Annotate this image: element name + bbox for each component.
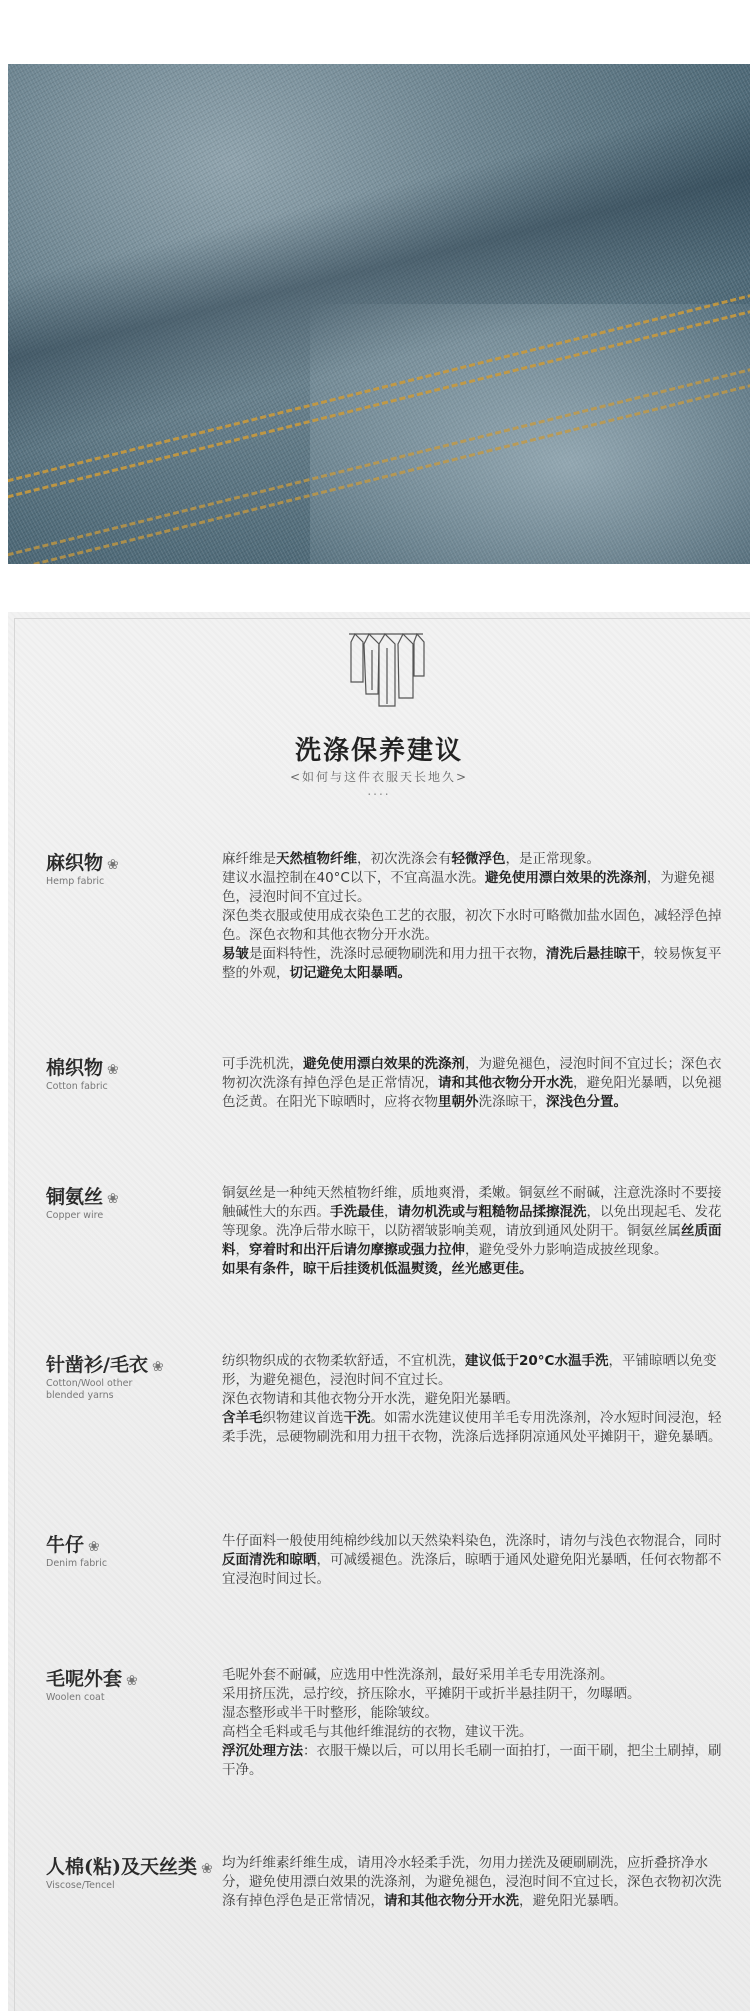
emphasis-text: 如果有条件，晾干后挂烫机低温熨烫，丝光感更佳。 (222, 1261, 533, 1277)
section-paragraph (222, 1409, 734, 1447)
section-english-name: Cotton/Wool other blended yarns (46, 1378, 133, 1401)
section-paragraph (222, 850, 734, 869)
page-title: 洗涤保养建议 (294, 736, 463, 766)
section-paragraph (222, 1352, 734, 1390)
emphasis-text: 深浅色分置。 (546, 1094, 627, 1110)
body-text: ，平铺晾晒以免变形，为避免褪色，浸泡时间不宜过长。 (222, 1353, 717, 1388)
section-body (222, 1055, 734, 1112)
emphasis-text: 避免使用漂白效果的洗涤剂 (303, 1056, 465, 1072)
emphasis-text: 避免使用漂白效果的洗涤剂 (484, 870, 647, 886)
emphasis-text: 丝质面料 (222, 1223, 722, 1258)
body-text: 建议水温控制在40°C以下，不宜高温水洗。 (222, 870, 485, 886)
section-body (222, 1854, 734, 1911)
care-guide-card (8, 612, 750, 2011)
flower-icon: ❀ (88, 1539, 100, 1555)
section-title (46, 1182, 119, 1209)
body-text: 均为纤维素纤维生成，请用冷水轻柔手洗，勿用力搓洗及硬刷刷洗，应折叠挤净水分，避免使用漂白效果的洗涤剂，为避免褪色，浸泡时间不宜过长，深色衣物初次洗涤有掉色浮色是正常情况， (222, 1855, 722, 1909)
section-paragraph (222, 1055, 734, 1112)
body-text: 铜氨丝是一种纯天然植物纤维，质地爽滑，柔嫩。铜氨丝不耐碱，注意洗涤时不要接触碱性大的东西。 (222, 1185, 722, 1220)
flower-icon: ❀ (107, 1191, 119, 1207)
section-title-text: 棉织物 (46, 1057, 104, 1079)
body-text: ，是正常现象。 (505, 851, 600, 867)
body-text: 麻纤维是 (222, 851, 276, 867)
emphasis-text: 含羊毛 (222, 1410, 263, 1426)
emphasis-text: 请勿机洗或与粗糙物品揉擦混洗 (397, 1204, 587, 1220)
section-title (46, 1530, 100, 1557)
section-paragraph (222, 1854, 734, 1911)
section-paragraph (222, 1704, 734, 1723)
section-body (222, 1184, 734, 1279)
body-text: ， (384, 1204, 398, 1220)
body-text: 是面料特性，洗涤时忌硬物刷洗和用力扭干衣物， (249, 946, 546, 962)
emphasis-text: 反面清洗和晾晒 (222, 1552, 317, 1568)
body-text: ，初次洗涤会有 (357, 851, 452, 867)
section-paragraph (222, 1742, 734, 1780)
section-english-name: Woolen coat (46, 1692, 105, 1703)
section-title-text: 麻织物 (46, 852, 104, 874)
section-paragraph (222, 907, 734, 945)
body-text: ：衣服干燥以后，可以用长毛刷一面拍打，一面干刷，把尘土刷掉，刷干净。 (222, 1743, 722, 1778)
denim-photo (8, 64, 750, 564)
section-title-text: 毛呢外套 (46, 1668, 123, 1690)
emphasis-text: 请和其他衣物分开水洗 (384, 1893, 519, 1909)
body-text: ，为避免褪色，浸泡时间不宜过长；深色衣物初次洗涤有掉色浮色是正常情况， (222, 1056, 722, 1091)
emphasis-text: 切记避免太阳暴晒。 (289, 965, 411, 981)
emphasis-text: 轻微浮色 (451, 851, 506, 867)
flower-icon: ❀ (126, 1673, 138, 1689)
emphasis-text: 干洗 (343, 1410, 371, 1426)
section-paragraph (222, 1532, 734, 1589)
section-paragraph (222, 1390, 734, 1409)
body-text: 织物建议首选 (262, 1410, 344, 1426)
body-text: 深色衣物请和其他衣物分开水洗，避免阳光暴晒。 (222, 1391, 519, 1407)
section-paragraph (222, 869, 734, 907)
section-paragraph (222, 1184, 734, 1260)
emphasis-text: 里朝外 (438, 1094, 479, 1110)
section-paragraph (222, 945, 734, 983)
section-title (46, 848, 119, 875)
section-title-text: 针凿衫/毛衣 (46, 1354, 148, 1376)
body-text: 湿态整形或半干时整形，能除皱纹。 (222, 1705, 438, 1721)
section-paragraph (222, 1666, 734, 1685)
section-title (46, 1350, 164, 1377)
emphasis-text: 穿着时和出汗后请勿摩擦或强力拉伸 (249, 1242, 465, 1258)
body-text: ，避免阳光暴晒，以免褪色泛黄。在阳光下晾晒时，应将衣物 (222, 1075, 722, 1110)
section-body (222, 1666, 734, 1780)
body-text: ，以免出现起毛、发花等现象。洗净后带水晾干，以防褶皱影响美观，请放到通风处阴干。铜氨丝属 (222, 1204, 722, 1239)
emphasis-text: 易皱 (222, 946, 249, 962)
emphasis-text: 手洗最佳 (330, 1204, 384, 1220)
title-dots: .... (367, 784, 391, 798)
body-text: 可手洗机洗， (222, 1056, 303, 1072)
section-title-text: 牛仔 (46, 1534, 85, 1556)
section-title-text: 铜氨丝 (46, 1186, 104, 1208)
page-subtitle: <如何与这件衣服天长地久> (289, 770, 469, 784)
emphasis-text: 天然植物纤维 (276, 851, 357, 867)
section-body (222, 1352, 734, 1447)
section-body (222, 850, 734, 983)
flower-icon: ❀ (107, 1062, 119, 1078)
body-text: ，避免阳光暴晒。 (519, 1893, 627, 1909)
section-paragraph (222, 1723, 734, 1742)
body-text: ，避免受外力影响造成披丝现象。 (465, 1242, 668, 1258)
body-text: ，可减缓褪色。洗涤后，晾晒于通风处避免阳光暴晒，任何衣物都不宜浸泡时间过长。 (222, 1552, 722, 1587)
section-title-text: 人棉(粘)及天丝类 (46, 1856, 197, 1878)
section-english-name: Hemp fabric (46, 876, 105, 887)
body-text: 牛仔面料一般使用纯棉纱线加以天然染料染色，洗涤时，请勿与浅色衣物混合，同时 (222, 1533, 722, 1549)
flower-icon: ❀ (107, 857, 119, 873)
body-text: 洗涤晾干， (478, 1094, 546, 1110)
section-title (46, 1852, 213, 1879)
body-text: 采用挤压洗，忌拧绞，挤压除水，平摊阴干或折半悬挂阴干，勿曝晒。 (222, 1686, 641, 1702)
body-text: ，为避免褪色，浸泡时间不宜过长。 (222, 870, 715, 905)
section-paragraph (222, 1260, 734, 1279)
clothes-rack-icon (341, 624, 431, 710)
body-text: 深色类衣服或使用成衣染色工艺的衣服，初次下水时可略微加盐水固色，减轻浮色掉色。深色衣物和其他衣物分开水洗。 (222, 908, 722, 943)
section-title (46, 1053, 119, 1080)
flower-icon: ❀ (200, 1861, 213, 1877)
emphasis-text: 清洗后悬挂晾干 (546, 946, 641, 962)
body-text: ， (235, 1242, 249, 1258)
emphasis-text: 建议低于20°C水温手洗 (465, 1353, 609, 1369)
body-text: ，较易恢复平整的外观， (222, 946, 722, 981)
emphasis-text: 请和其他衣物分开水洗 (438, 1075, 573, 1091)
body-text: 。如需水洗建议使用羊毛专用洗涤剂，冷水短时间浸泡，轻柔手洗，忌硬物刷洗和用力扭干衣物，洗涤后选择阴凉通风处平摊阴干，避免暴晒。 (222, 1410, 722, 1445)
section-english-name: Denim fabric (46, 1558, 108, 1569)
emphasis-text: 浮沉处理方法 (222, 1743, 303, 1759)
section-english-name: Viscose/Tencel (46, 1880, 115, 1891)
section-english-name: Copper wire (46, 1210, 104, 1221)
body-text: 高档全毛料或毛与其他纤维混纺的衣物，建议干洗。 (222, 1724, 533, 1740)
body-text: 毛呢外套不耐碱，应选用中性洗涤剂，最好采用羊毛专用洗涤剂。 (222, 1667, 614, 1683)
section-english-name: Cotton fabric (46, 1081, 108, 1092)
flower-icon: ❀ (151, 1359, 164, 1375)
section-title (46, 1664, 138, 1691)
section-paragraph (222, 1685, 734, 1704)
section-body (222, 1532, 734, 1589)
body-text: 纺织物织成的衣物柔软舒适，不宜机洗， (222, 1353, 465, 1369)
